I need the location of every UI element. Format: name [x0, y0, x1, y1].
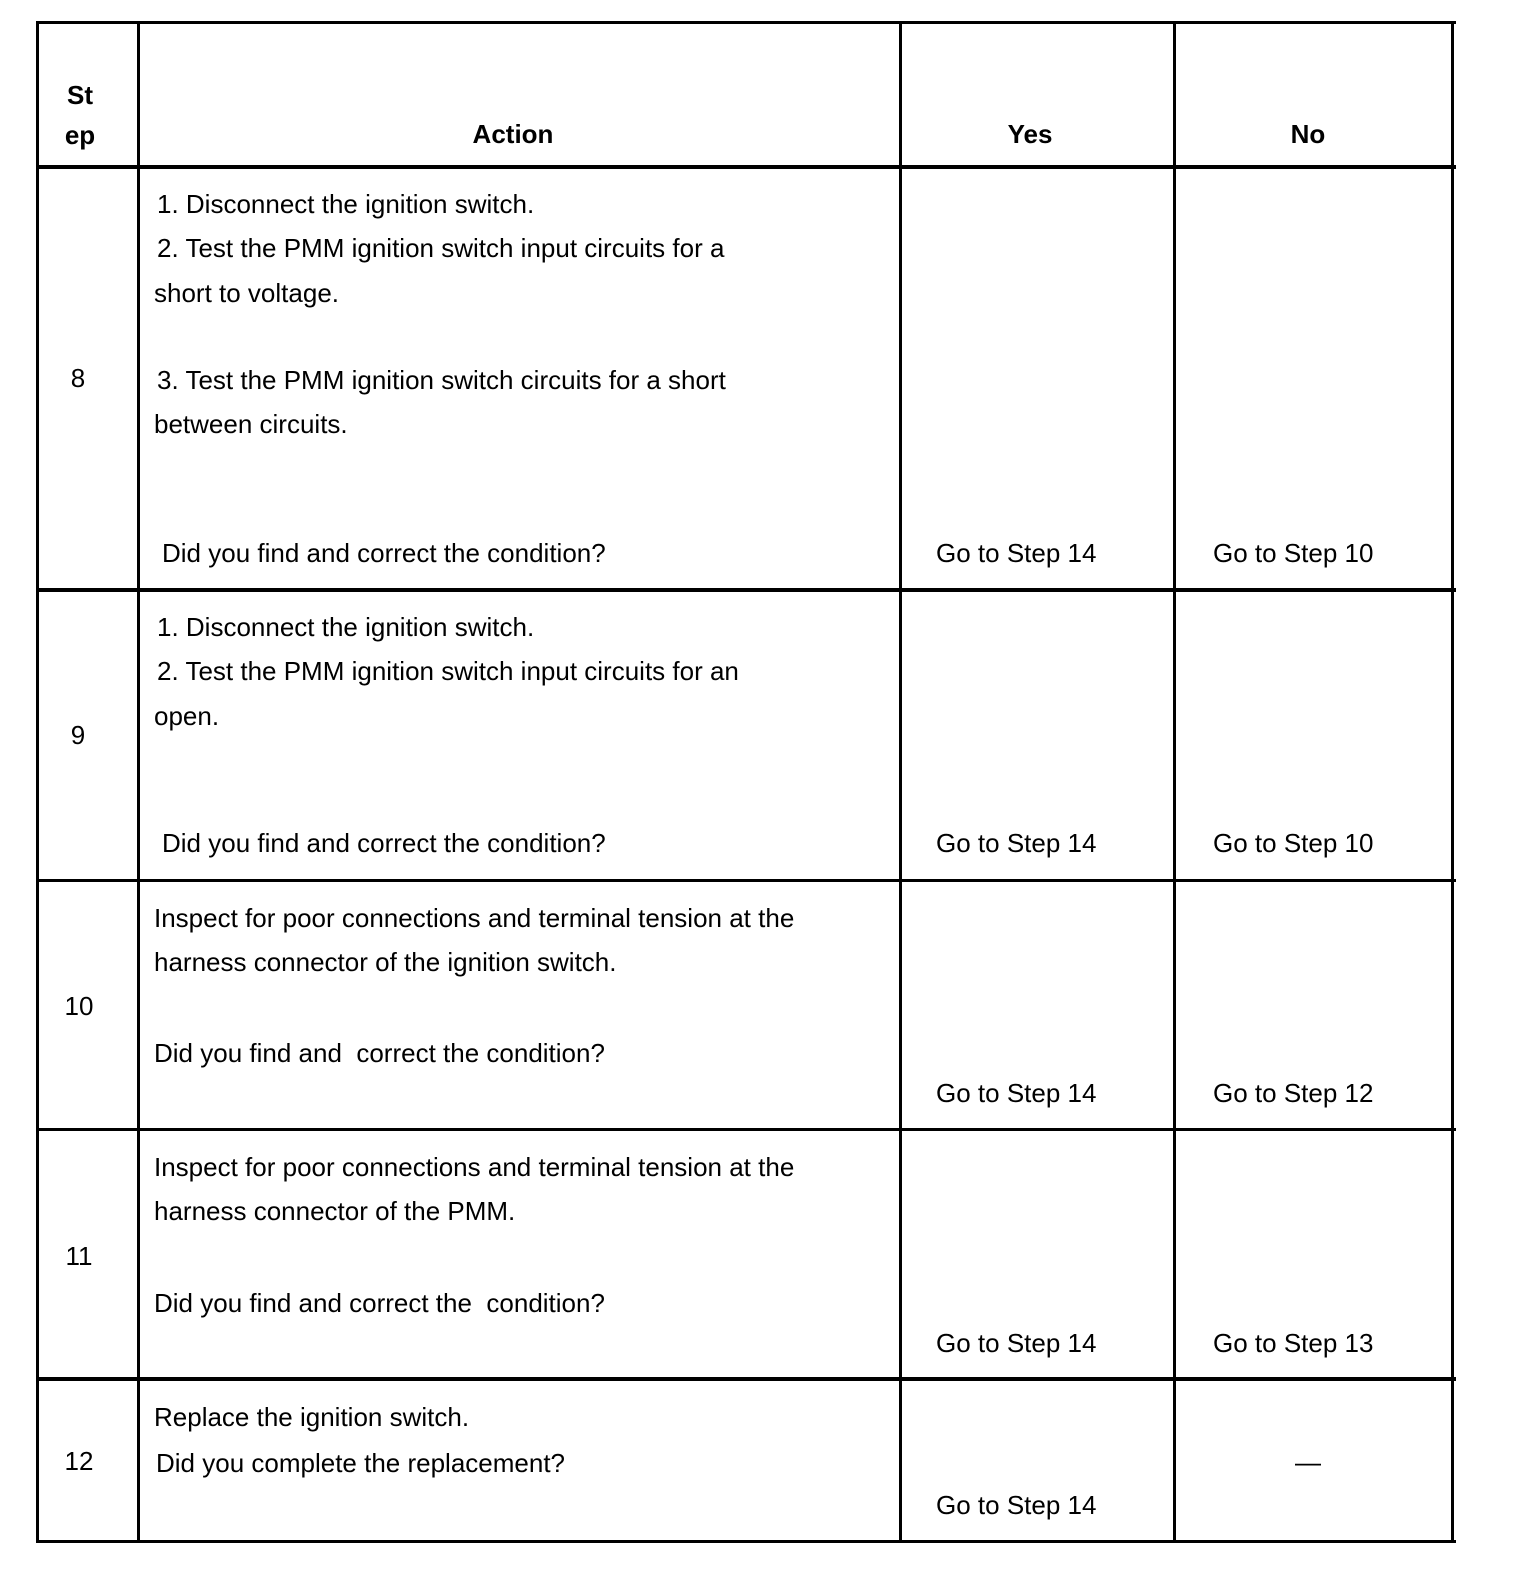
action-question: Did you find and correct the condition? — [162, 828, 606, 858]
action-question: Did you find and correct the condition? — [154, 1038, 605, 1068]
header-step-line2: ep — [64, 120, 96, 150]
step-number: 8 — [70, 363, 86, 393]
step-number: 11 — [65, 1241, 93, 1271]
column-divider — [137, 21, 140, 1543]
row-divider — [36, 588, 1456, 592]
step-number: 9 — [70, 720, 86, 750]
table-border-right — [1451, 21, 1454, 1543]
action-line: between circuits. — [154, 409, 348, 439]
header-no: No — [1290, 119, 1326, 149]
action-question: Did you find and correct the condition? — [162, 538, 606, 568]
row-divider — [36, 1128, 1456, 1131]
yes-result: Go to Step 14 — [936, 1490, 1097, 1520]
yes-result: Go to Step 14 — [936, 1078, 1097, 1108]
table-border-left — [36, 21, 39, 1543]
action-line: open. — [154, 701, 220, 731]
row-divider — [36, 1377, 1456, 1381]
action-line: 3. Test the PMM ignition switch circuits for a short — [157, 365, 726, 395]
yes-result: Go to Step 14 — [936, 1328, 1097, 1358]
no-result: Go to Step 13 — [1213, 1328, 1374, 1358]
action-line: 2. Test the PMM ignition switch input circuits for a — [157, 233, 725, 263]
no-result: — — [1295, 1447, 1321, 1477]
action-question: Did you complete the replacement? — [156, 1448, 566, 1478]
action-line: Replace the ignition switch. — [154, 1402, 470, 1432]
header-step-line1: St — [67, 80, 93, 110]
column-divider — [899, 21, 902, 1543]
row-divider — [36, 879, 1456, 882]
action-line: harness connector of the PMM. — [154, 1196, 516, 1226]
no-result: Go to Step 10 — [1213, 828, 1374, 858]
step-number: 12 — [64, 1446, 94, 1476]
header-yes: Yes — [1007, 119, 1053, 149]
action-line: short to voltage. — [154, 278, 339, 308]
step-number: 10 — [64, 991, 94, 1021]
yes-result: Go to Step 14 — [936, 828, 1097, 858]
action-line: 2. Test the PMM ignition switch input circuits for an — [157, 656, 739, 686]
header-step — [40, 82, 120, 148]
column-divider — [1173, 21, 1176, 1543]
action-line: 1. Disconnect the ignition switch. — [157, 612, 535, 642]
header-action: Action — [472, 119, 554, 149]
no-result: Go to Step 10 — [1213, 538, 1374, 568]
action-line: Inspect for poor connections and terminal tension at the — [154, 1152, 795, 1182]
table-border-top — [36, 21, 1456, 24]
action-line: harness connector of the ignition switch. — [154, 947, 617, 977]
action-line: Inspect for poor connections and terminal tension at the — [154, 903, 795, 933]
yes-result: Go to Step 14 — [936, 538, 1097, 568]
action-line: 1. Disconnect the ignition switch. — [157, 189, 535, 219]
table-border-bottom — [36, 1540, 1456, 1543]
action-question: Did you find and correct the condition? — [154, 1288, 605, 1318]
header-divider — [36, 165, 1456, 169]
no-result: Go to Step 12 — [1213, 1078, 1374, 1108]
